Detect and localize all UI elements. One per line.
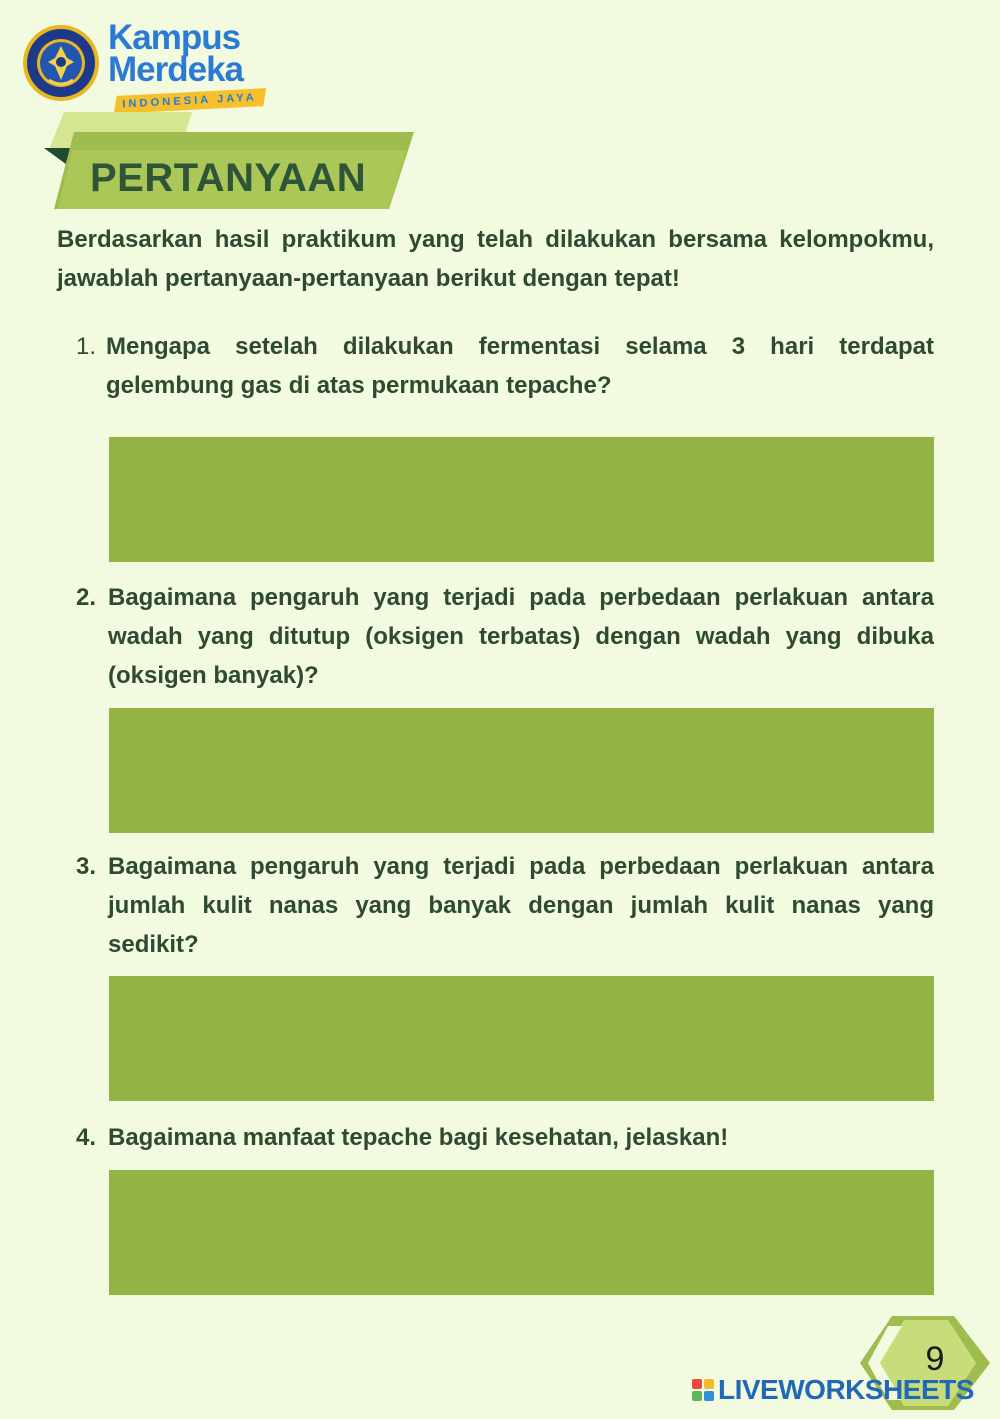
liveworksheets-brand	[692, 1374, 974, 1406]
question-number: 3.	[76, 853, 97, 880]
section-title: PERTANYAAN	[90, 156, 367, 200]
question-number: 4.	[76, 1124, 97, 1151]
question-number: 1.	[76, 333, 97, 360]
logo-tagline: INDONESIA JAYA	[122, 91, 258, 111]
logo-line-2: Merdeka	[108, 50, 244, 89]
section-banner	[44, 112, 424, 212]
question-3	[76, 847, 934, 964]
question-number: 2.	[76, 584, 97, 611]
question-text: Bagaimana pengaruh yang terjadi pada perbedaan perlakuan antara jumlah kulit nanas yang banyak dengan jumlah kulit nanas yang sedikit?	[108, 853, 934, 958]
intro-text: Berdasarkan hasil praktikum yang telah dilakukan bersama kelompokmu, jawablah pertanyaan-pertanyaan berikut dengan tepat!	[57, 226, 934, 292]
question-text: Bagaimana manfaat tepache bagi kesehatan, jelaskan!	[108, 1124, 729, 1151]
liveworksheets-icon	[692, 1379, 714, 1401]
answer-box-2[interactable]	[109, 708, 934, 833]
question-text: Mengapa setelah dilakukan fermentasi selama 3 hari terdapat gelembung gas di atas permukaan tepache?	[106, 333, 934, 399]
logo-tagline-ribbon	[114, 88, 266, 114]
answer-box-1[interactable]	[109, 437, 934, 562]
answer-box-3[interactable]	[109, 976, 934, 1101]
question-4	[76, 1118, 934, 1157]
brand-text: LIVEWORKSHEETS	[718, 1374, 974, 1405]
question-text: Bagaimana pengaruh yang terjadi pada perbedaan perlakuan antara wadah yang ditutup (oksigen terbatas) dengan wadah yang dibuka (oksigen banyak)?	[108, 584, 934, 689]
answer-box-4[interactable]	[109, 1170, 934, 1295]
question-2	[76, 578, 934, 695]
kampus-merdeka-logo	[108, 18, 268, 111]
university-seal-logo	[22, 24, 100, 102]
logo-line-1: Kampus	[108, 18, 241, 57]
page-number: 9	[925, 1340, 945, 1378]
question-1	[76, 327, 934, 405]
